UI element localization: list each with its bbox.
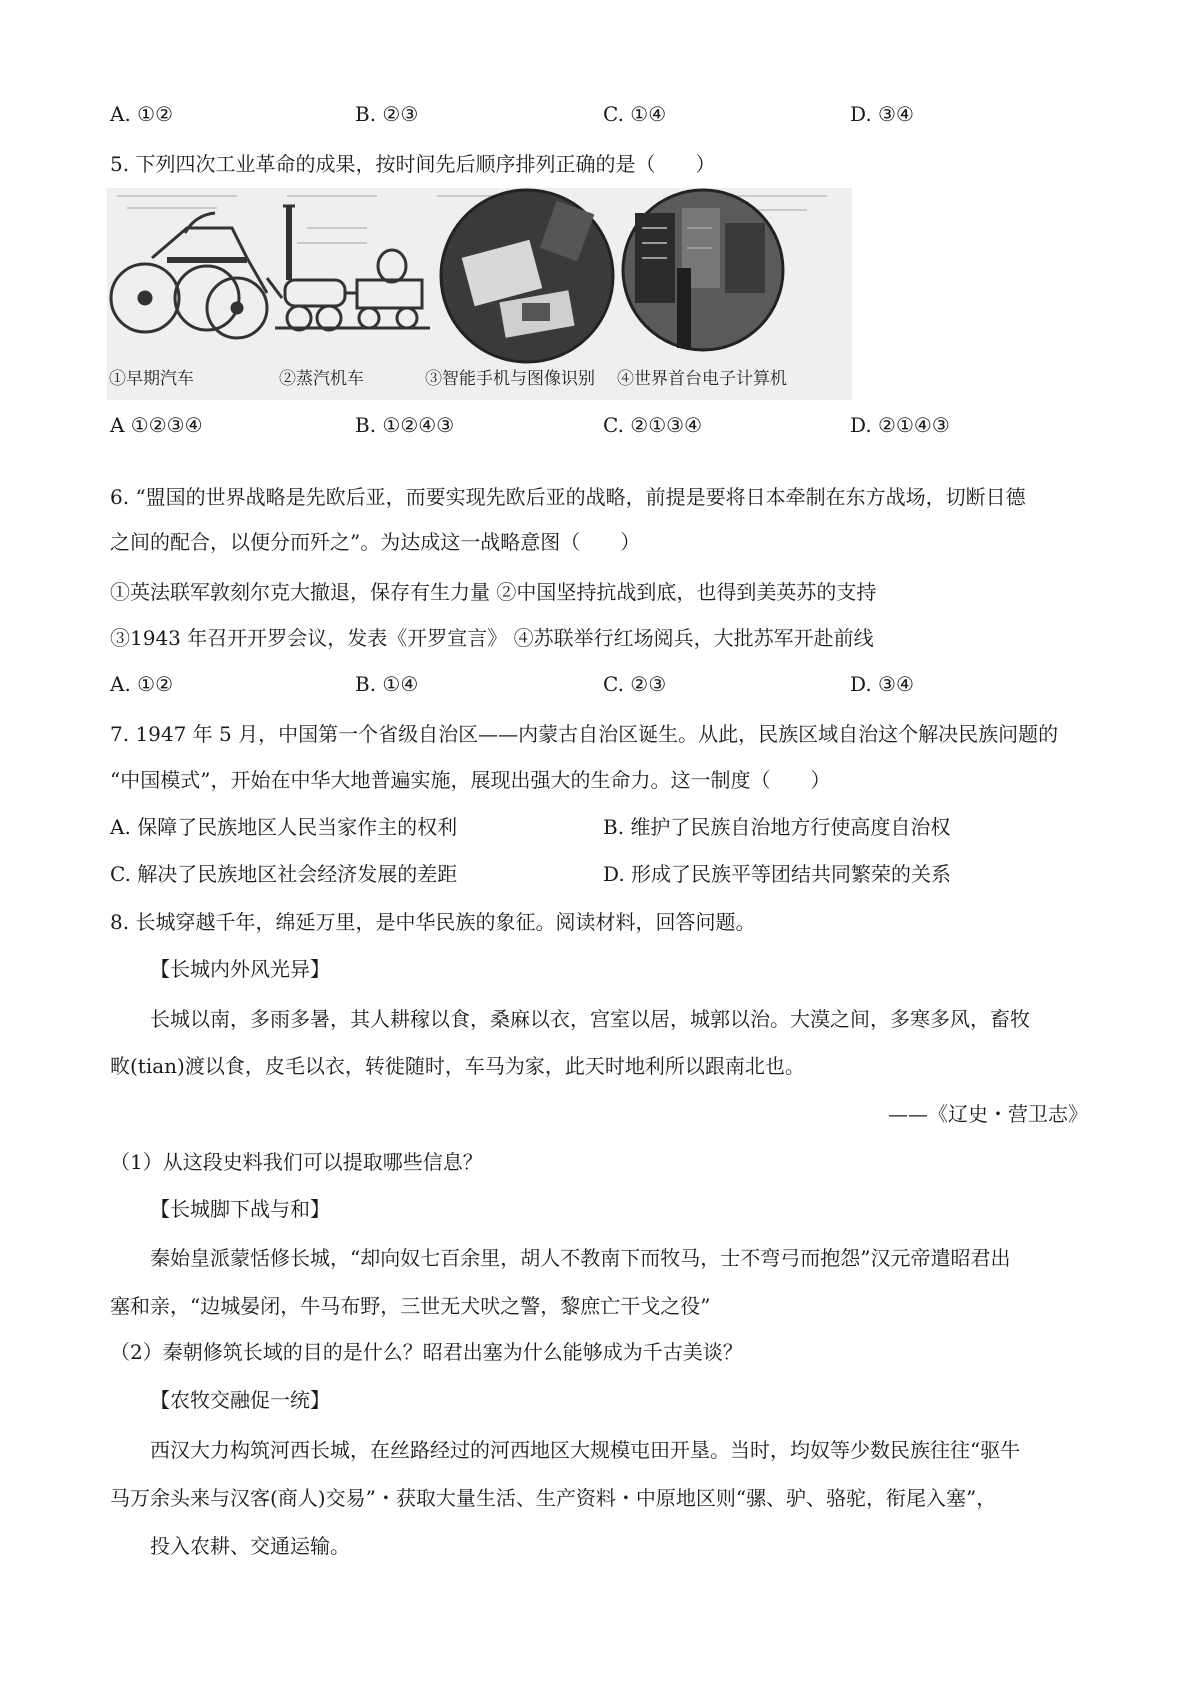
q8-subquestion-1: （1）从这段史料我们可以提取哪些信息？ (110, 1150, 483, 1174)
q5-option-a: A ①②③④ (110, 413, 203, 437)
q8-material2-title: 【长城脚下战与和】 (150, 1197, 330, 1221)
q7-option-d: D. 形成了民族平等团结共同繁荣的关系 (603, 862, 952, 886)
smartphone-photo (441, 190, 613, 362)
q5-caption-3: ③智能手机与图像识别 (425, 369, 595, 389)
q8-stem: 8. 长城穿越千年，绵延万里，是中华民族的象征。阅读材料，回答问题。 (110, 910, 756, 934)
q6-items-line1: ①英法联军敦刻尔克大撤退，保存有生力量 ②中国坚持抗战到底，也得到美英苏的支持 (110, 580, 877, 604)
q8-material3-line3: 投入农耕、交通运输。 (150, 1534, 350, 1558)
q5-figure (107, 188, 852, 400)
q8-material2-line2: 塞和亲，“边城晏闭，牛马布野，三世无犬吠之警，黎庶亡干戈之役” (110, 1294, 711, 1318)
q5-caption-1: ①早期汽车 (109, 369, 194, 389)
q8-material1-source: ——《辽史・营卫志》 (888, 1102, 1088, 1126)
q8-material3-title: 【农牧交融促一统】 (150, 1388, 330, 1412)
q4-option-b: B. ②③ (355, 102, 419, 126)
q5-caption-4: ④世界首台电子计算机 (617, 369, 787, 389)
q5-option-b: B. ①②④③ (355, 413, 455, 437)
q8-material2-line1: 秦始皇派蒙恬修长城，“却向奴七百余里，胡人不教南下而牧马，士不弯弓而抱怨”汉元帝遣昭君出 (150, 1246, 1011, 1270)
q7-stem-line1: 7. 1947 年 5 月，中国第一个省级自治区——内蒙古自治区诞生。从此，民族区域自治这个解决民族问题的 (110, 722, 1059, 746)
q8-material1-title: 【长城内外风光异】 (150, 957, 330, 981)
q8-material3-line1: 西汉大力构筑河西长城，在丝路经过的河西地区大规模屯田开垦。当时，均奴等少数民族往往“驱牛 (150, 1438, 1021, 1462)
q6-option-d: D. ③④ (850, 672, 914, 696)
q7-option-b: B. 维护了民族自治地方行使高度自治权 (603, 815, 951, 839)
q6-stem-line2: 之间的配合，以便分而歼之”。为达成这一战略意图（ ） (110, 530, 641, 554)
q8-material1-line2: 畋(tian)渡以食，皮毛以衣，转徙随时，车马为家，此天时地利所以跟南北也。 (110, 1054, 805, 1078)
q6-option-b: B. ①④ (355, 672, 419, 696)
q7-option-c: C. 解决了民族地区社会经济发展的差距 (110, 862, 458, 886)
q7-option-a: A. 保障了民族地区人民当家作主的权利 (110, 815, 458, 839)
q8-material3-line2: 马万余头来与汉客(商人)交易”・获取大量生活、生产资料・中原地区则“骡、驴、骆驼，衔尾入塞”， (110, 1486, 997, 1510)
q6-option-a: A. ①② (110, 672, 174, 696)
q5-option-c: C. ②①③④ (603, 413, 703, 437)
q6-stem-line1: 6. “盟国的世界战略是先欧后亚，而要实现先欧后亚的战略，前提是要将日本牵制在东方战场，切断日德 (110, 485, 1026, 509)
q6-option-c: C. ②③ (603, 672, 667, 696)
q8-material1-line1: 长城以南，多雨多暑，其人耕稼以食，桑麻以衣，宫室以居，城郭以治。大漠之间，多寒多风，畜牧 (150, 1007, 1030, 1031)
q8-subquestion-2: （2）秦朝修筑长域的目的是什么？昭君出塞为什么能够成为千古美谈？ (110, 1340, 743, 1364)
q4-option-a: A. ①② (110, 102, 174, 126)
early-car-photo (111, 213, 282, 338)
q4-option-c: C. ①④ (603, 102, 667, 126)
steam-locomotive-photo (275, 206, 430, 330)
q5-stem: 5. 下列四次工业革命的成果，按时间先后顺序排列正确的是（ ） (110, 152, 716, 176)
q7-stem-line2: “中国模式”，开始在中华大地普遍实施，展现出强大的生命力。这一制度（ ） (110, 768, 831, 792)
q4-option-d: D. ③④ (850, 102, 914, 126)
first-computer-photo (623, 190, 783, 350)
q6-items-line2: ③1943 年召开开罗会议，发表《开罗宣言》 ④苏联举行红场阅兵，大批苏军开赴前线 (110, 626, 874, 650)
q5-option-d: D. ②①④③ (850, 413, 950, 437)
q5-caption-2: ②蒸汽机车 (279, 369, 364, 389)
